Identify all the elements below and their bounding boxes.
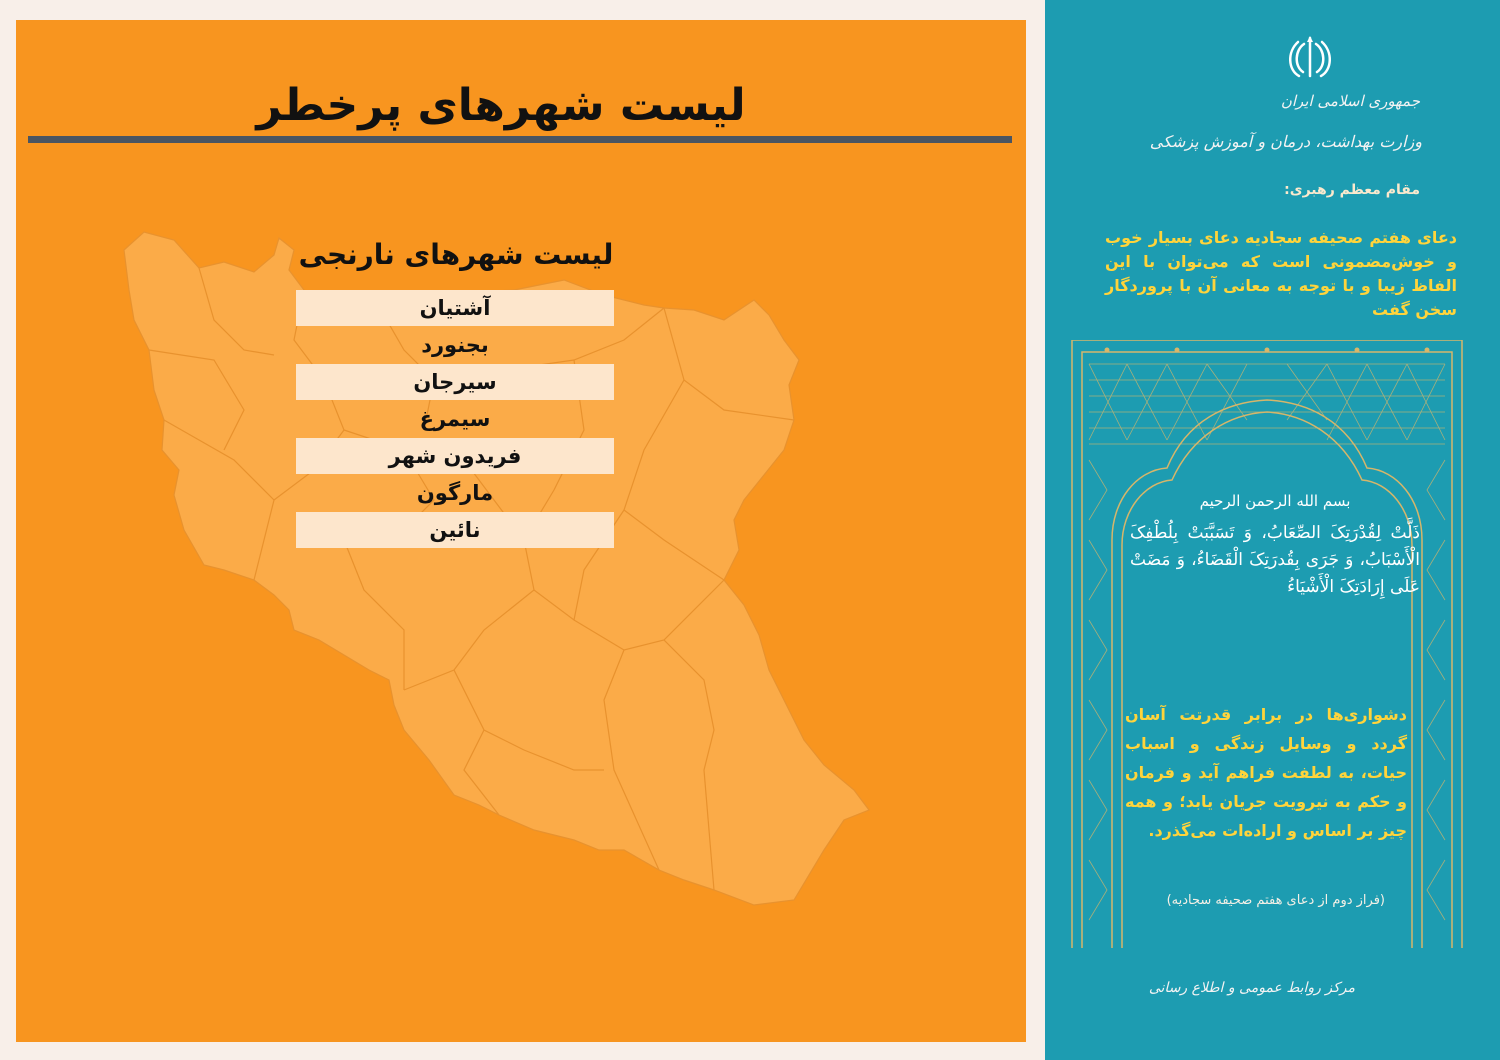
footer-credit: مرکز روابط عمومی و اطلاع رسانی bbox=[1148, 980, 1355, 996]
iran-emblem-icon bbox=[1285, 32, 1335, 82]
city-item: نائین bbox=[296, 512, 614, 548]
city-item: فریدون شهر bbox=[296, 438, 614, 474]
prayer-source: (فراز دوم از دعای هفتم صحیفه سجادیه) bbox=[1166, 893, 1385, 908]
city-item: آشتیان bbox=[296, 290, 614, 326]
orange-list-title: لیست شهرهای نارنجی bbox=[298, 238, 614, 271]
basmala: بسم الله الرحمن الرحیم bbox=[1199, 492, 1351, 510]
main-panel bbox=[16, 20, 1026, 1042]
city-item: سیمرغ bbox=[419, 407, 491, 431]
page-title: لیست شهرهای پرخطر bbox=[256, 80, 746, 131]
sidebar-panel bbox=[1045, 0, 1500, 1060]
city-item: بجنورد bbox=[421, 333, 489, 357]
country-name: جمهوری اسلامی ایران bbox=[1280, 92, 1420, 110]
intro-text: دعای هفتم صحیفه سجادیه دعای بسیار خوب و خوش‌مضمونی است که می‌توان با این الفاظ زیبا و با توجه به معانی آن با پروردگار سخن گفت bbox=[1105, 228, 1457, 319]
leader-label: مقام معظم رهبری: bbox=[1284, 182, 1420, 198]
city-item: مارگون bbox=[416, 481, 494, 505]
decorative-frame bbox=[1067, 340, 1467, 948]
arabic-prayer-text: ذَلَّتْ لِقُدْرَتِکَ الصِّعَابُ، وَ تَسَبَّبَتْ بِلُطْفِکَ الْأَسْبَابُ، وَ جَرَى بِقُدرَتِکَ الْقَضَاءُ، وَ مَضَتْ عَلَى إِرَادَتِکَ الْأَشْيَاءُ bbox=[1130, 523, 1420, 597]
ministry-name: وزارت بهداشت، درمان و آموزش پزشکی bbox=[1149, 132, 1422, 151]
title-divider bbox=[28, 136, 1012, 143]
city-item: سیرجان bbox=[296, 364, 614, 400]
orange-city-list bbox=[296, 290, 614, 549]
prayer-translation: دشواری‌ها در برابر قدرتت آسان گردد و وسایل زندگی و اسباب حیات، به لطفت فراهم آید و فرمان و حکم به نیرویت جریان یابد؛ و همه چیز بر اساس و اراده‌ات می‌گذرد. bbox=[1125, 705, 1407, 840]
